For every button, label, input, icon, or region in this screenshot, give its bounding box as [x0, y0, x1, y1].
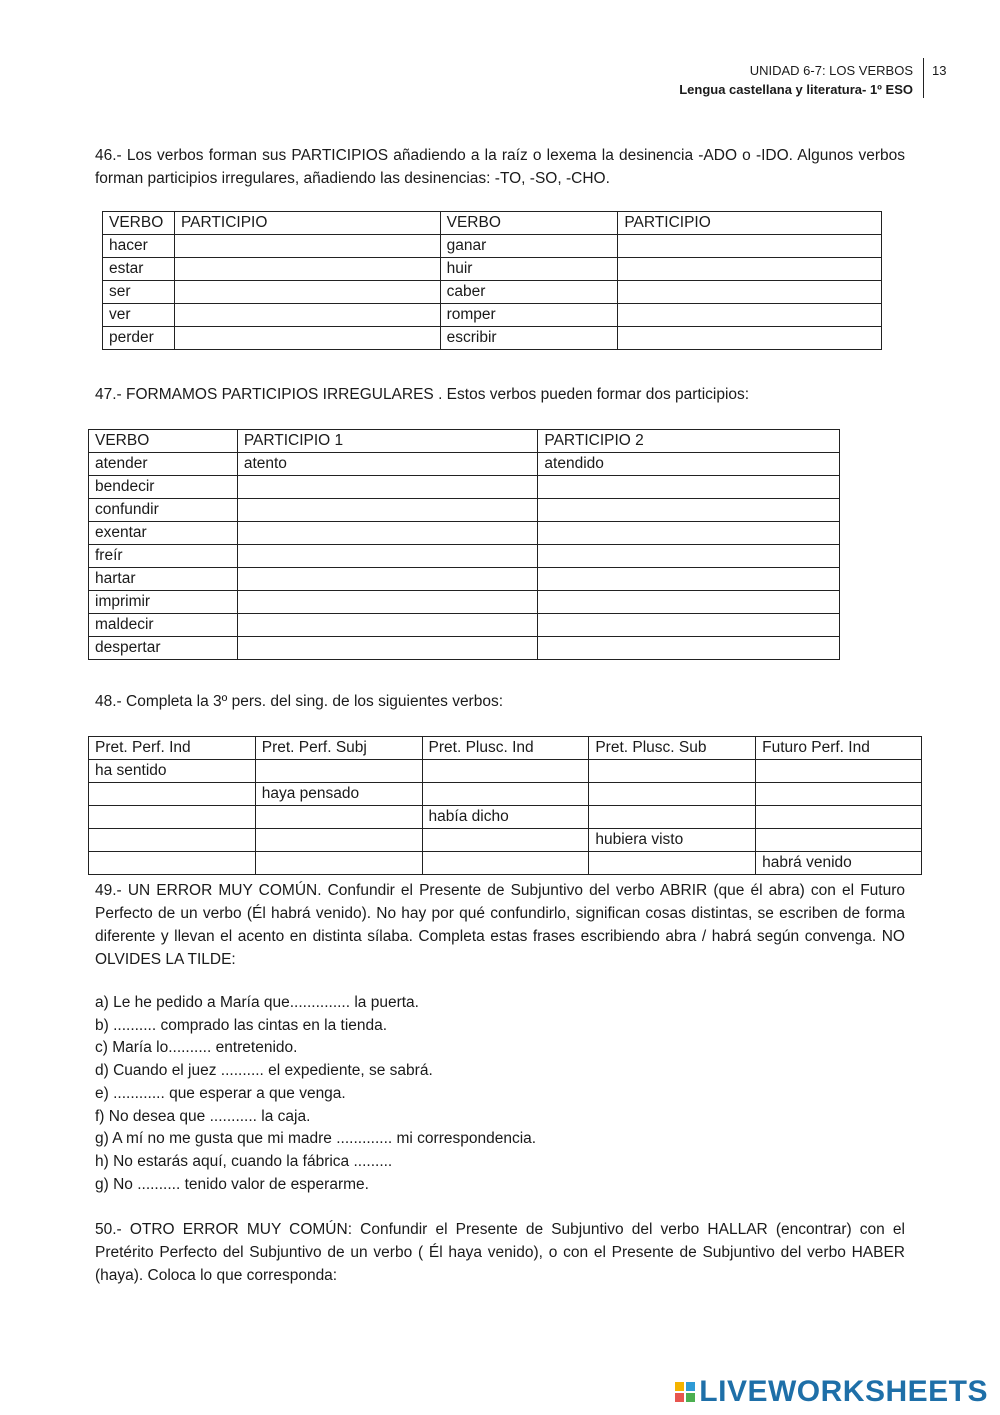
column-header: PARTICIPIO 1	[237, 430, 538, 453]
answer-cell[interactable]	[174, 235, 440, 258]
sentence-item: g) No .......... tenido valor de esperarme.	[95, 1175, 369, 1193]
logo-square	[675, 1382, 684, 1391]
column-header: VERBO	[103, 212, 175, 235]
table-row	[89, 591, 840, 614]
table-cell: habrá venido	[756, 852, 922, 875]
column-header: Futuro Perf. Ind	[756, 737, 922, 760]
answer-cell[interactable]	[237, 476, 538, 499]
exercise-46-table	[102, 211, 882, 350]
column-header: Pret. Perf. Ind	[89, 737, 256, 760]
table-row	[103, 235, 882, 258]
table-cell: imprimir	[89, 591, 238, 614]
liveworksheets-logo	[675, 1375, 988, 1409]
table-row	[89, 829, 922, 852]
table-row	[89, 522, 840, 545]
table-row	[89, 637, 840, 660]
sentence-item: g) A mí no me gusta que mi madre ............. mi correspondencia.	[95, 1130, 537, 1148]
table-cell: confundir	[89, 499, 238, 522]
table-cell: exentar	[89, 522, 238, 545]
table-row	[103, 327, 882, 350]
table-row	[89, 806, 922, 829]
logo-square	[686, 1393, 695, 1402]
table-row	[89, 453, 840, 476]
answer-cell[interactable]	[589, 783, 756, 806]
table-row	[89, 545, 840, 568]
answer-cell[interactable]	[538, 637, 840, 660]
answer-cell[interactable]	[756, 760, 922, 783]
table-cell: haya pensado	[255, 783, 422, 806]
exercise-49-sentences	[95, 992, 536, 1196]
answer-cell[interactable]	[255, 852, 422, 875]
answer-cell[interactable]	[756, 829, 922, 852]
answer-cell[interactable]	[538, 568, 840, 591]
answer-cell[interactable]	[174, 258, 440, 281]
answer-cell[interactable]	[89, 806, 256, 829]
column-header: PARTICIPIO	[174, 212, 440, 235]
table-row	[89, 760, 922, 783]
answer-cell[interactable]	[589, 760, 756, 783]
column-header: VERBO	[440, 212, 618, 235]
answer-cell[interactable]	[538, 476, 840, 499]
exercise-50-instructions: 50.- OTRO ERROR MUY COMÚN: Confundir el Presente de Subjuntivo del verbo HALLAR (encontrar) con el Pretérito Perfecto del Subjuntivo de un verbo ( Él haya venido), o con el Presente de Subjuntivo del verbo HABER (haya). Coloca lo que corresponda:	[95, 1221, 905, 1284]
table-cell: caber	[440, 281, 618, 304]
sentence-item: e) ............ que esperar a que venga.	[95, 1084, 346, 1102]
answer-cell[interactable]	[174, 327, 440, 350]
table-cell: ganar	[440, 235, 618, 258]
table-row	[89, 783, 922, 806]
answer-cell[interactable]	[589, 852, 756, 875]
answer-cell[interactable]	[538, 522, 840, 545]
answer-cell[interactable]	[618, 258, 882, 281]
logo-square	[686, 1382, 695, 1391]
table-row	[89, 568, 840, 591]
answer-cell[interactable]	[538, 591, 840, 614]
table-cell: ha sentido	[89, 760, 256, 783]
answer-cell[interactable]	[255, 806, 422, 829]
answer-cell[interactable]	[618, 304, 882, 327]
answer-cell[interactable]	[174, 304, 440, 327]
table-cell: hubiera visto	[589, 829, 756, 852]
sentence-item: a) Le he pedido a María que.............. la puerta.	[95, 994, 419, 1011]
table-cell: hacer	[103, 235, 175, 258]
column-header: Pret. Plusc. Ind	[422, 737, 589, 760]
answer-cell[interactable]	[237, 614, 538, 637]
answer-cell[interactable]	[422, 852, 589, 875]
sentence-item: h) No estarás aquí, cuando la fábrica .........	[95, 1152, 393, 1170]
answer-cell[interactable]	[237, 545, 538, 568]
table-row	[103, 258, 882, 281]
answer-cell[interactable]	[89, 852, 256, 875]
logo-wordmark: LIVEWORKSHEETS	[699, 1375, 988, 1408]
table-cell: ser	[103, 281, 175, 304]
answer-cell[interactable]	[174, 281, 440, 304]
table-row	[89, 614, 840, 637]
table-header-row	[89, 737, 922, 760]
exercise-46-instructions: 46.- Los verbos forman sus PARTICIPIOS añadiendo a la raíz o lexema la desinencia -ADO o -IDO. Algunos verbos forman participios irregulares, añadiendo las desinencias: -TO, -SO, -CHO.	[95, 147, 905, 187]
answer-cell[interactable]	[89, 829, 256, 852]
answer-cell[interactable]	[237, 637, 538, 660]
answer-cell[interactable]	[422, 783, 589, 806]
exercise-49-instructions: 49.- UN ERROR MUY COMÚN. Confundir el Presente de Subjuntivo del verbo ABRIR (que él abra) con el Futuro Perfecto de un verbo (Él habrá venido). No hay por qué confundirlo, significan cosas distintas, se escriben de forma diferente y llevan el acento en distinta sílaba. Completa estas frases escribiendo abra / habrá según convenga. NO OLVIDES LA TILDE:	[95, 882, 905, 968]
table-cell: atendido	[538, 453, 840, 476]
table-cell: atender	[89, 453, 238, 476]
answer-cell[interactable]	[618, 235, 882, 258]
sentence-item: d) Cuando el juez .......... el expediente, se sabrá.	[95, 1062, 433, 1080]
table-row	[89, 476, 840, 499]
table-cell: atento	[237, 453, 538, 476]
exercise-47-instructions: 47.- FORMAMOS PARTICIPIOS IRREGULARES . Estos verbos pueden formar dos participios:	[95, 386, 750, 403]
header-unit-title: UNIDAD 6-7: LOS VERBOS	[749, 63, 913, 78]
table-cell: romper	[440, 304, 618, 327]
answer-cell[interactable]	[538, 499, 840, 522]
answer-cell[interactable]	[237, 591, 538, 614]
table-cell: perder	[103, 327, 175, 350]
table-cell: estar	[103, 258, 175, 281]
table-row	[103, 304, 882, 327]
answer-cell[interactable]	[618, 281, 882, 304]
table-cell: bendecir	[89, 476, 238, 499]
exercise-47-table	[88, 429, 840, 660]
answer-cell[interactable]	[237, 499, 538, 522]
table-cell: freír	[89, 545, 238, 568]
logo-mark-icon	[675, 1382, 695, 1402]
table-header-row	[89, 430, 840, 453]
table-row	[103, 281, 882, 304]
answer-cell[interactable]	[756, 783, 922, 806]
table-row	[89, 499, 840, 522]
answer-cell[interactable]	[237, 522, 538, 545]
answer-cell[interactable]	[538, 545, 840, 568]
table-cell: despertar	[89, 637, 238, 660]
column-header: PARTICIPIO	[618, 212, 882, 235]
sentence-item: f) No desea que ........... la caja.	[95, 1107, 311, 1125]
answer-cell[interactable]	[618, 327, 882, 350]
answer-cell[interactable]	[255, 760, 422, 783]
column-header: Pret. Perf. Subj	[255, 737, 422, 760]
table-cell: escribir	[440, 327, 618, 350]
table-header-row	[103, 212, 882, 235]
sentence-item: b) .......... comprado las cintas en la tienda.	[95, 1016, 388, 1034]
table-cell: había dicho	[422, 806, 589, 829]
table-row	[89, 852, 922, 875]
answer-cell[interactable]	[538, 614, 840, 637]
sentence-item: c) María lo.......... entretenido.	[95, 1039, 298, 1057]
answer-cell[interactable]	[589, 806, 756, 829]
column-header: VERBO	[89, 430, 238, 453]
column-header: PARTICIPIO 2	[538, 430, 840, 453]
answer-cell[interactable]	[237, 568, 538, 591]
page-header	[679, 61, 913, 99]
logo-square	[675, 1393, 684, 1402]
table-cell: ver	[103, 304, 175, 327]
table-cell: maldecir	[89, 614, 238, 637]
column-header: Pret. Plusc. Sub	[589, 737, 756, 760]
exercise-48-table	[88, 736, 922, 875]
table-cell: hartar	[89, 568, 238, 591]
answer-cell[interactable]	[89, 783, 256, 806]
exercise-48-instructions: 48.- Completa la 3º pers. del sing. de los siguientes verbos:	[95, 693, 504, 710]
answer-cell[interactable]	[255, 829, 422, 852]
header-course-title: Lengua castellana y literatura- 1º ESO	[679, 82, 913, 97]
answer-cell[interactable]	[422, 829, 589, 852]
answer-cell[interactable]	[422, 760, 589, 783]
table-cell: huir	[440, 258, 618, 281]
page-number: 13	[932, 63, 947, 78]
answer-cell[interactable]	[756, 806, 922, 829]
header-divider	[923, 58, 924, 98]
